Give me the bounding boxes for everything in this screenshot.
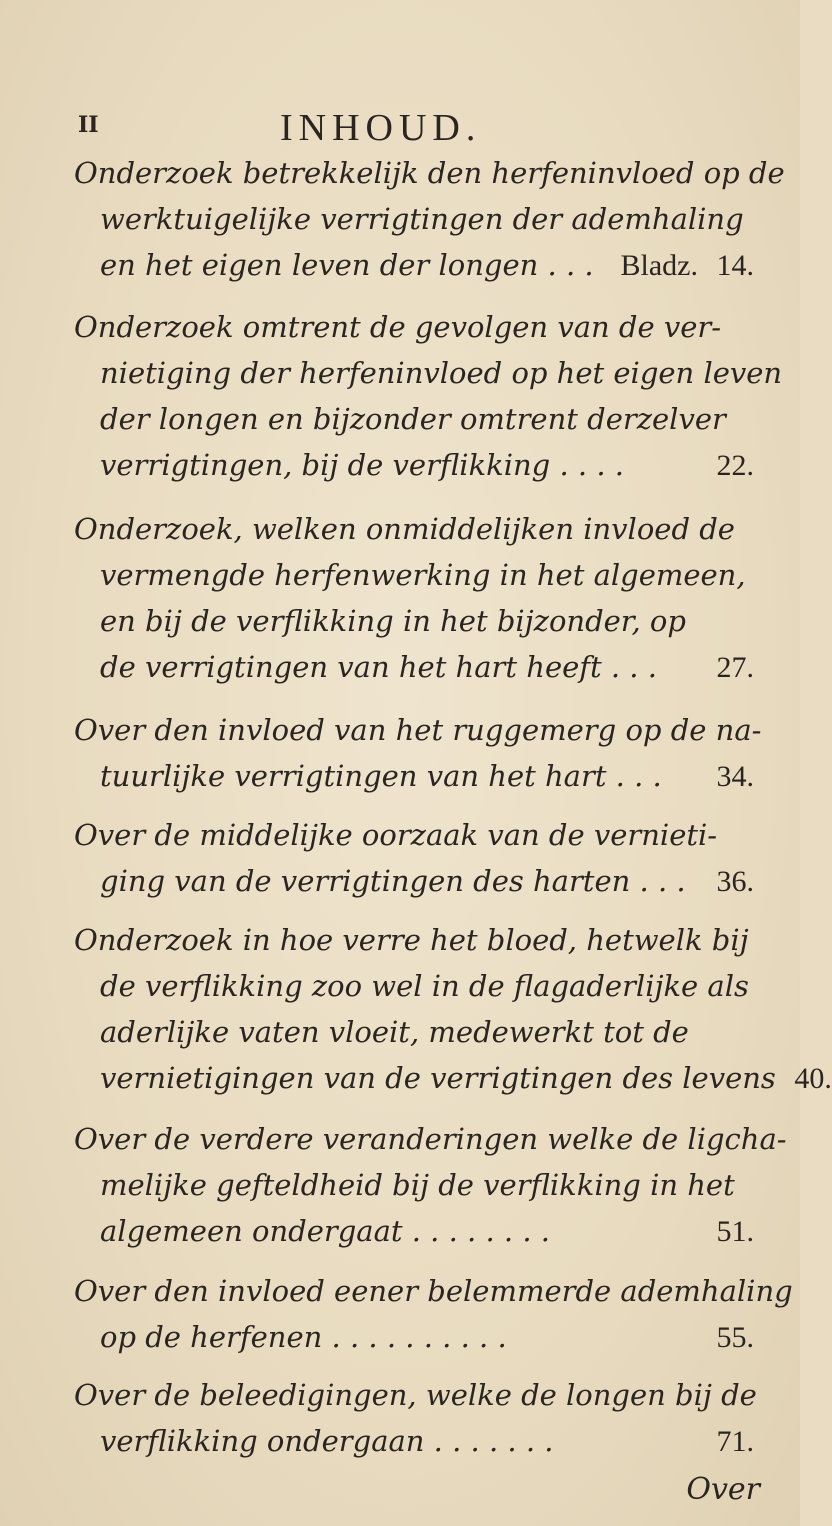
toc-entry (74, 1372, 757, 1464)
entry-line: Over de middelijke oorzaak van de vernieti- (74, 818, 718, 852)
entry-last-line (74, 644, 754, 690)
running-head: INHOUD. (280, 107, 482, 149)
entry-text: verrigtingen, bij de verflikking . . . . (100, 448, 624, 482)
entry-line: melijke gefteldheid bij de verflikking in het (100, 1168, 735, 1202)
entry-text: en het eigen leven der longen . . . (100, 248, 594, 282)
entry-last-line (74, 1055, 832, 1101)
toc-entry (74, 304, 783, 488)
toc-entry (74, 1116, 787, 1254)
entry-line: Over den invloed van het ruggemerg op de na- (74, 713, 762, 747)
page-ref: 51. (716, 1215, 754, 1248)
entry-last-line (74, 242, 754, 288)
toc-entry (74, 812, 754, 904)
entry-last-line (74, 1418, 754, 1464)
toc-entry (74, 917, 832, 1101)
entry-last-line (74, 1314, 754, 1360)
entry-text: verflikking ondergaan . . . . . . . (100, 1424, 554, 1458)
entry-last-line (74, 858, 754, 904)
entry-line: Over de beleedigingen, welke de longen bij de (74, 1378, 757, 1412)
bladz-label: Bladz. (620, 249, 698, 282)
entry-line: Onderzoek omtrent de gevolgen van de ver- (74, 310, 722, 344)
page-ref: 71. (716, 1425, 754, 1458)
page-ref: 55. (716, 1321, 754, 1354)
entry-line: Onderzoek betrekkelijk den herfeninvloed op de (74, 156, 785, 190)
entry-line: der longen en bijzonder omtrent derzelver (100, 402, 726, 436)
page-ref: 27. (716, 651, 754, 684)
entry-line: vermengde herfenwerking in het algemeen, (100, 558, 746, 592)
page-ref: 14. (716, 249, 754, 282)
entry-line: en bij de verflikking in het bijzonder, op (100, 604, 686, 638)
entry-line: aderlijke vaten vloeit, medewerkt tot de (100, 1015, 689, 1049)
entry-line: de verflikking zoo wel in de flagaderlijke als (100, 969, 749, 1003)
entry-text: op de herfenen . . . . . . . . . . (100, 1320, 507, 1354)
entry-line: nietiging der herfeninvloed op het eigen leven (100, 356, 783, 390)
toc-entry (74, 1268, 793, 1360)
entry-line: Over den invloed eener belemmerde ademhaling (74, 1274, 793, 1308)
entry-text: tuurlijke verrigtingen van het hart . . . (100, 759, 662, 793)
entry-line: Over de verdere veranderingen welke de ligcha- (74, 1122, 787, 1156)
entry-line: werktuigelijke verrigtingen der ademhaling (100, 202, 744, 236)
catchword: Over (686, 1472, 760, 1507)
entry-text: vernietigingen van de verrigtingen des levens (100, 1061, 776, 1095)
toc-entry (74, 506, 754, 690)
page-ref: 22. (716, 449, 754, 482)
page-ref: 36. (716, 865, 754, 898)
toc-entry (74, 707, 762, 799)
page-ref: 34. (716, 760, 754, 793)
entry-last-line (74, 753, 754, 799)
entry-last-line (74, 1208, 754, 1254)
page-number: II (78, 112, 99, 138)
toc-entry (74, 150, 785, 288)
entry-line: Onderzoek in hoe verre het bloed, hetwelk bij (74, 923, 749, 957)
page-ref: 40. (794, 1062, 832, 1095)
entry-text: ging van de verrigtingen des harten . . . (100, 864, 686, 898)
entry-line: Onderzoek, welken onmiddelijken invloed de (74, 512, 735, 546)
entry-last-line (74, 442, 754, 488)
entry-text: de verrigtingen van het hart heeft . . . (100, 650, 657, 684)
entry-text: algemeen ondergaat . . . . . . . . (100, 1214, 551, 1248)
